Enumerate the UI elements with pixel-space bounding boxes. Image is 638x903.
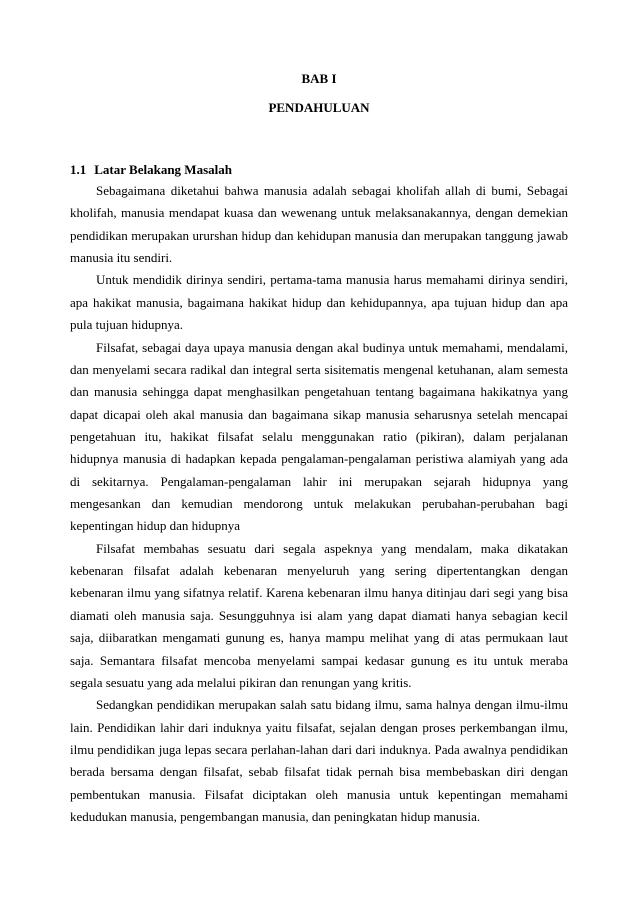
paragraph: Untuk mendidik dirinya sendiri, pertama-tama manusia harus memahami dirinya sendiri, apa hakikat manusia, bagaimana hakikat hidup dan kehidupannya, apa tujuan hidup dan apa pula tujuan hidupnya. [70, 272, 568, 333]
section-title-text: Latar Belakang Masalah [94, 162, 232, 177]
paragraph: Sebagaimana diketahui bahwa manusia adalah sebagai kholifah allah di bumi, Sebagai kholifah, manusia mendapat kuasa dan wewenang untuk melaksanakannya, dengan demekian pendidikan merupakan ururshan hidup dan kehidupan manusia dan merupakan tanggung jawab manusia itu sendiri. [70, 183, 568, 266]
paragraph: Sedangkan pendidikan merupakan salah satu bidang ilmu, sama halnya dengan ilmu-ilmu lain. Pendidikan lahir dari induknya yaitu filsafat, sejalan dengan proses perkembangan ilmu, ilmu pendidikan juga lepas secara perlahan-lahan dari dari induknya. Pada awalnya pendidikan berada bersama dengan filsafat, sebab filsafat tidak pernah bisa membebaskan diri dengan pembentukan manusia. Filsafat diciptakan oleh manusia untuk kepentingan memahami kedudukan manusia, pengembangan manusia, dan peningkatan hidup manusia. [70, 697, 568, 825]
chapter-title: PENDAHULUAN [268, 100, 370, 115]
section-heading [70, 162, 568, 178]
paragraph: Filsafat, sebagai daya upaya manusia dengan akal budinya untuk memahami, mendalami, dan menyelami secara radikal dan integral serta sisitematis mengenal ketuhanan, alam semesta dan manusia sehingga dapat menghasilkan pengetahuan tentang bagaimana hakikatnya yang dapat dicapai oleh akal manusia dan bagaimana sikap manusia seharusnya setelah mencapai pengetahuan itu, hakikat filsafat selalu menggunakan ratio (pikiran), dalam perjalanan hidupnya manusia di hadapkan kepada pengalaman-pengalaman peristiwa alamiyah yang ada di sekitarnya. Pengalaman-pengalaman lahir ini merupakan sejarah hidupnya yang mengesankan dan kemudian mendorong untuk melakukan perubahan-perubahan bagi kepentingan hidup dan hidupnya [70, 339, 568, 534]
chapter-label: BAB I [301, 71, 337, 86]
paragraph: Filsafat membahas sesuatu dari segala aspeknya yang mendalam, maka dikatakan kebenaran filsafat adalah kebenaran menyeluruh yang sering dipertentangkan dengan kebenaran ilmu yang sifatnya relatif. Karena kebenaran ilmu hanya ditinjau dari segi yang bisa diamati oleh manusia saja. Sesungguhnya isi alam yang dapat diamati hanya sebagian kecil saja, diibaratkan mengamati gunung es, hanya mampu melihat yang di atas permukaan laut saja. Semantara filsafat mencoba menyelami sampai kedasar gunung es itu untuk meraba segala sesuatu yang ada melalui pikiran dan renungan yang kritis. [70, 540, 568, 690]
section-number: 1.1 [70, 162, 87, 177]
